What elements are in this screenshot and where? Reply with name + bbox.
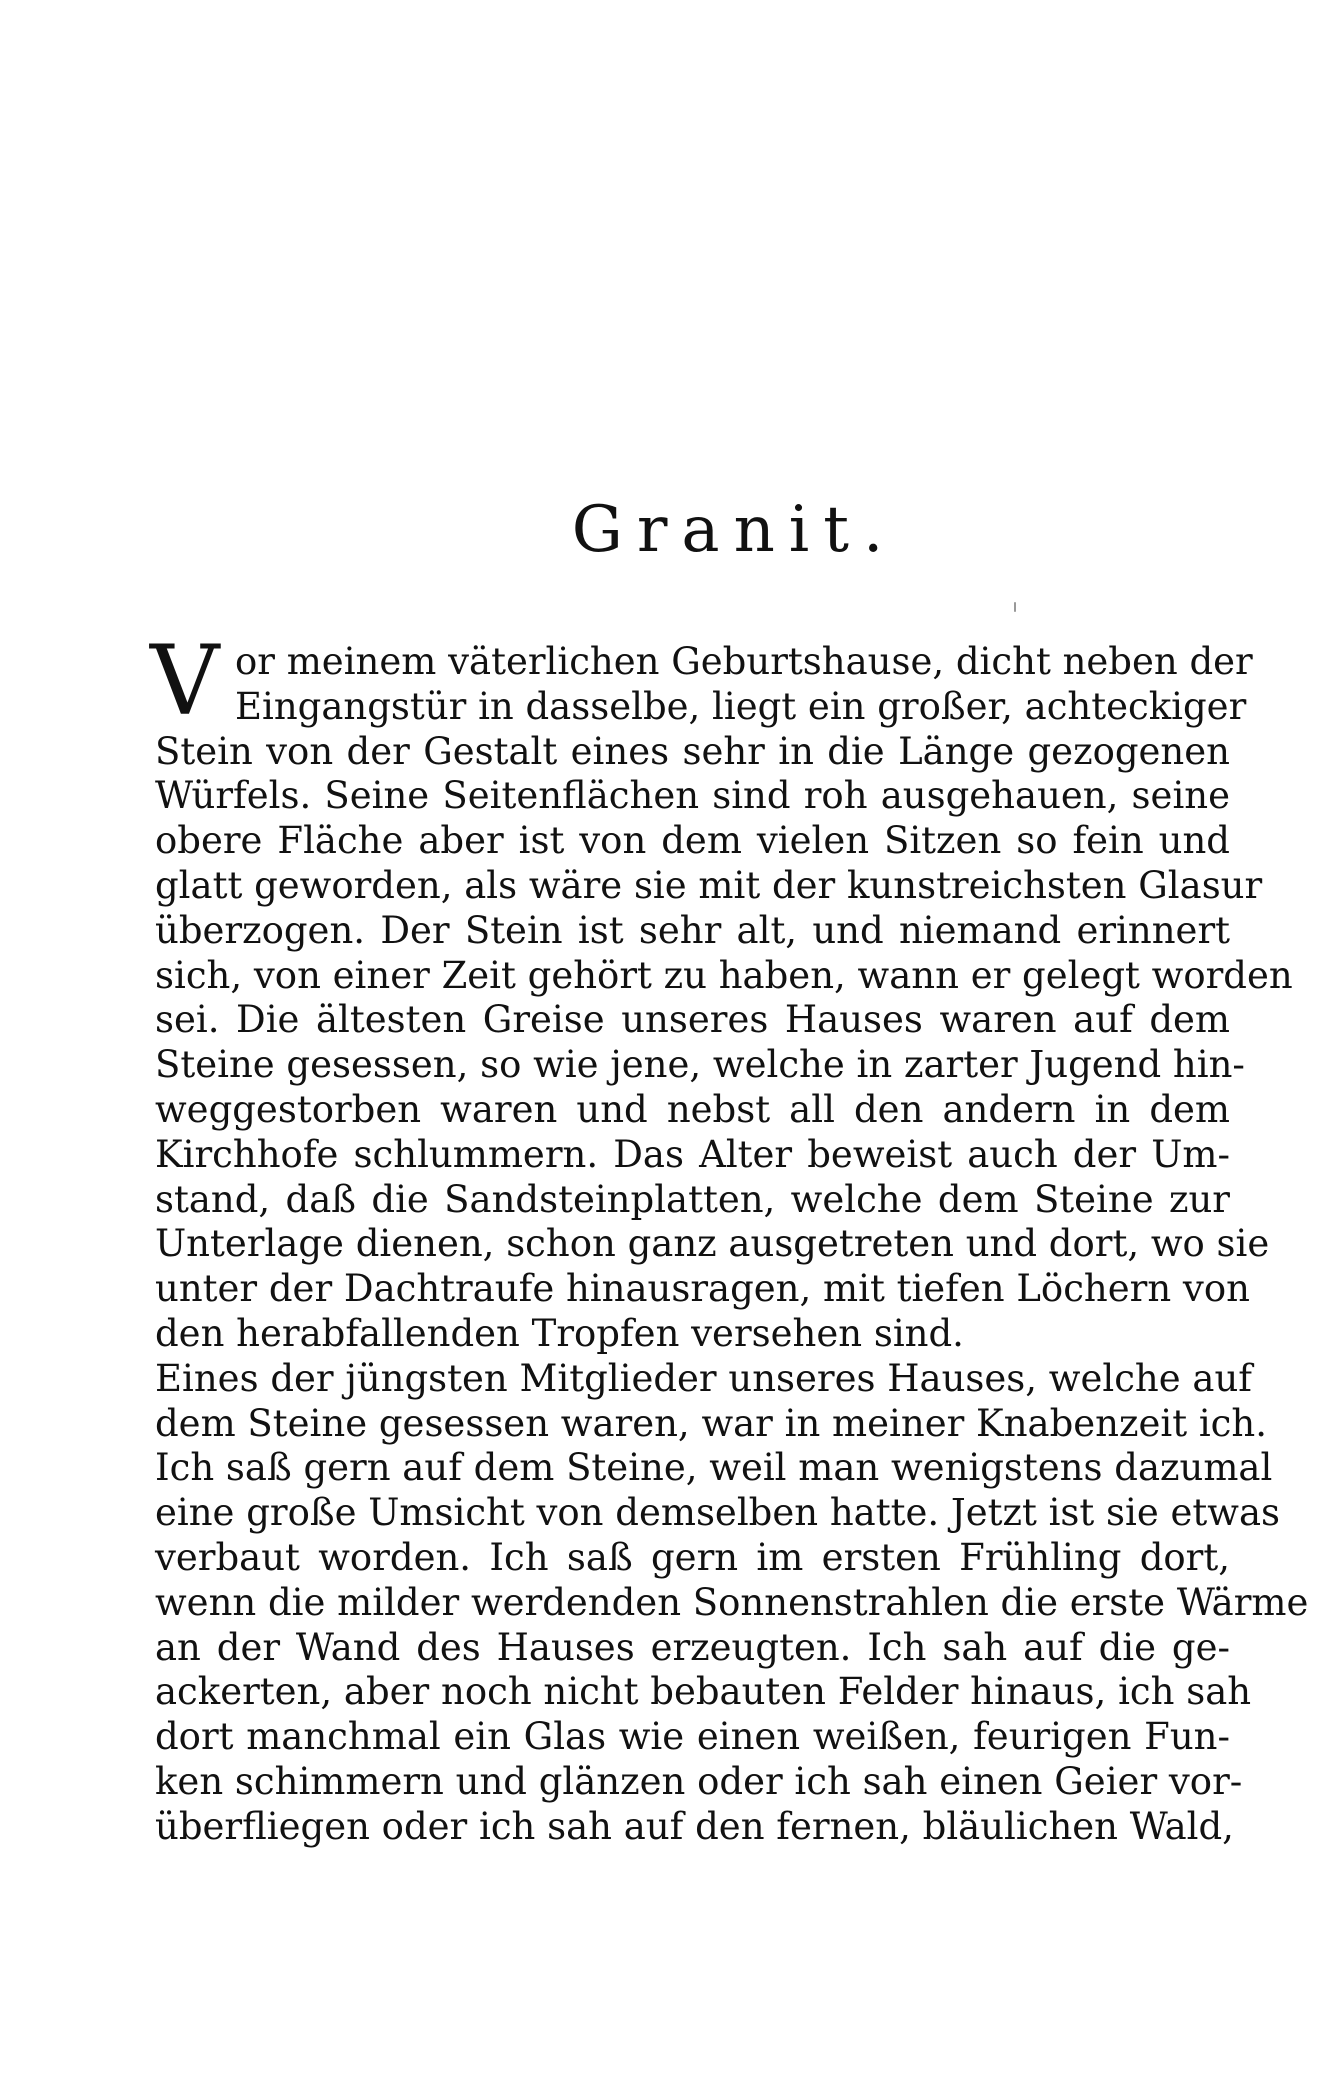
text-line: überzogen. Der Stein ist sehr alt, und niemand erinnert	[155, 908, 1230, 952]
text-line: dem Steine gesessen waren, war in meiner Knabenzeit ich.	[155, 1401, 1267, 1445]
text-line: Steine gesessen, so wie jene, welche in zarter Jugend hin-	[155, 1043, 1245, 1087]
text-line: verbaut worden. Ich saß gern im ersten Frühling dort,	[155, 1535, 1230, 1579]
text-line: Würfels. Seine Seitenflächen sind roh ausgehauen, seine	[155, 774, 1230, 818]
text-line: Eines der jüngsten Mitglieder unseres Hauses, welche auf	[155, 1356, 1252, 1400]
text-line: sei. Die ältesten Greise unseres Hauses waren auf dem	[155, 998, 1230, 1042]
text-line: weggestorben waren und nebst all den andern in dem	[155, 1087, 1230, 1131]
text-line: überfliegen oder ich sah auf den fernen, bläulichen Wald,	[155, 1804, 1234, 1848]
text-line: Eingangstür in dasselbe, liegt ein großer, achteckiger	[235, 684, 1247, 728]
speck-mark	[1014, 602, 1016, 612]
chapter-title-text: Granit.	[571, 493, 898, 567]
text-line: eine große Umsicht von demselben hatte. Jetzt ist sie etwas	[155, 1491, 1281, 1535]
text-line: ackerten, aber noch nicht bebauten Felder hinaus, ich sah	[155, 1670, 1252, 1714]
text-line: dort manchmal ein Glas wie einen weißen, feurigen Fun-	[155, 1715, 1230, 1759]
text-line: Stein von der Gestalt eines sehr in die Länge gezogenen	[155, 729, 1230, 773]
text-line: an der Wand des Hauses erzeugten. Ich sah auf die ge-	[155, 1625, 1230, 1669]
body-text	[150, 625, 1309, 1850]
text-line: ken schimmern und glänzen oder ich sah einen Geier vor-	[155, 1759, 1243, 1803]
text-line: or meinem väterlichen Geburtshause, dicht neben der	[235, 640, 1253, 683]
text-line: unter der Dachtraufe hinausragen, mit tiefen Löchern von	[155, 1267, 1250, 1311]
text-line: Unterlage dienen, schon ganz ausgetreten und dort, wo sie	[155, 1222, 1270, 1266]
text-line: glatt geworden, als wäre sie mit der kunstreichsten Glasur	[155, 863, 1263, 907]
text-line: Ich saß gern auf dem Steine, weil man wenigstens dazumal	[155, 1446, 1273, 1490]
text-line: Kirchhofe schlummern. Das Alter beweist auch der Um-	[155, 1132, 1230, 1176]
text-line: wenn die milder werdenden Sonnenstrahlen die erste Wärme	[155, 1580, 1309, 1624]
drop-cap: V	[150, 625, 220, 737]
text-line: den herabfallenden Tropfen versehen sind.	[155, 1311, 964, 1355]
text-line: sich, von einer Zeit gehört zu haben, wann er gelegt worden	[155, 953, 1293, 997]
chapter-title	[0, 490, 1319, 570]
text-line: stand, daß die Sandsteinplatten, welche dem Steine zur	[155, 1177, 1230, 1221]
text-line: obere Fläche aber ist von dem vielen Sitzen so fein und	[155, 819, 1230, 863]
